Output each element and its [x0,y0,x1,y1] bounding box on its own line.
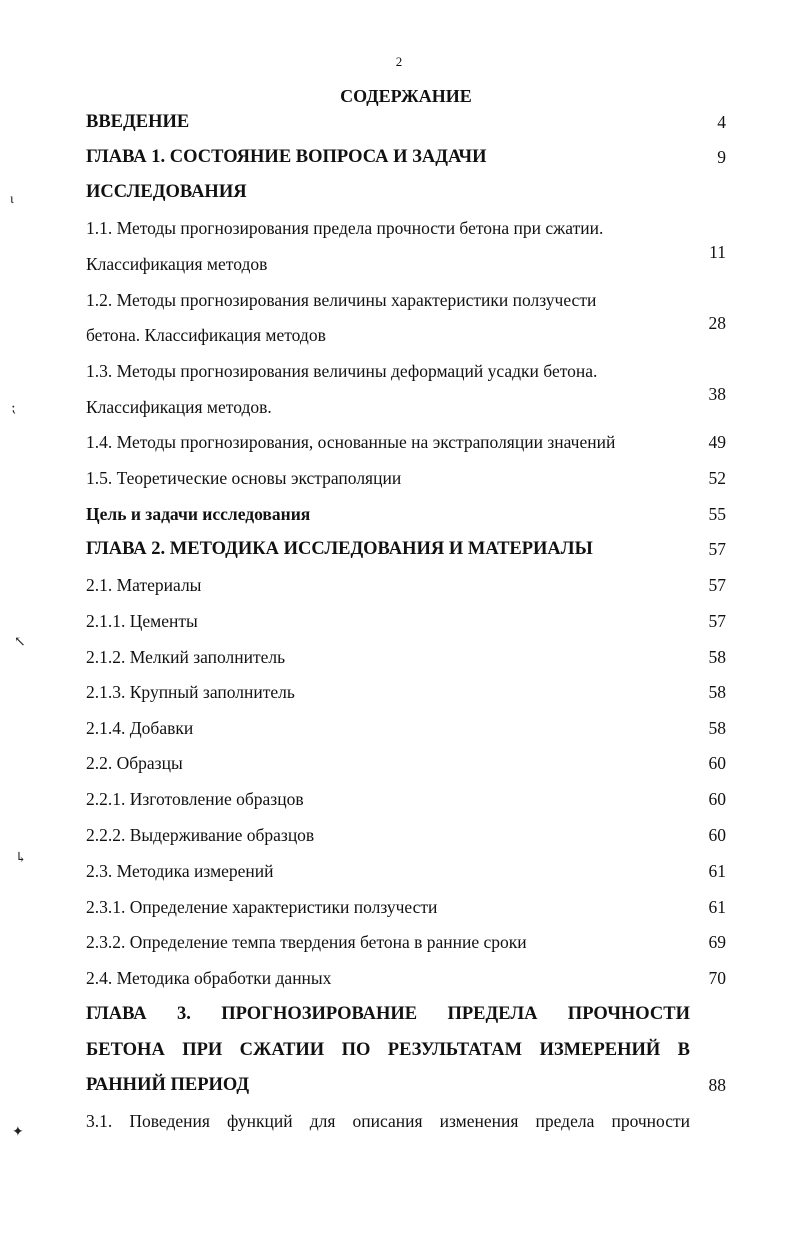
toc-entry-2-4: 2.4. Методика обработки данных [86,968,332,988]
toc-page-1-4: 49 [708,432,726,452]
toc-entry-2-3-2: 2.3.2. Определение темпа твердения бетона в ранние сроки [86,932,527,952]
scan-mark: ɩ [10,192,14,207]
toc-entry-chapter-3-cont: БЕТОНА ПРИ СЖАТИИ ПО РЕЗУЛЬТАТАМ ИЗМЕРЕНИЙ В [86,1040,690,1060]
toc-page-intro: 4 [717,112,726,132]
toc-entry-2-1-3: 2.1.3. Крупный заполнитель [86,682,295,702]
toc-entry-2-2-2: 2.2.2. Выдерживание образцов [86,825,315,845]
toc-entry-intro: ВВЕДЕНИЕ [86,112,190,132]
toc-entry-chapter-1: ГЛАВА 1. СОСТОЯНИЕ ВОПРОСА И ЗАДАЧИ [86,147,487,167]
page-number: 2 [395,54,403,69]
toc-page-2-2: 60 [708,753,726,773]
toc-entry-1-3-cont: Классификация методов. [86,397,272,417]
toc-page-2-3-1: 61 [708,897,726,917]
toc-entry-1-2-cont: бетона. Классификация методов [86,325,326,345]
toc-entry-1-1: 1.1. Методы прогнозирования предела прочности бетона при сжатии. [86,218,604,238]
toc-page-1-5: 52 [708,468,726,488]
toc-page-2-1: 57 [708,575,726,595]
toc-entry-1-2: 1.2. Методы прогнозирования величины характеристики ползучести [86,290,597,310]
toc-entry-1-3: 1.3. Методы прогнозирования величины деформаций усадки бетона. [86,361,598,381]
scan-mark: ↳ [15,851,27,866]
toc-entry-chapter-1-cont: ИССЛЕДОВАНИЯ [86,182,247,202]
scan-mark: ↖ [14,635,26,650]
toc-page-2-2-2: 60 [708,825,726,845]
toc-page-2-1-4: 58 [708,718,726,738]
toc-entry-2-2: 2.2. Образцы [86,753,183,773]
toc-page-2-2-1: 60 [708,789,726,809]
toc-page-2-1-3: 58 [708,682,726,702]
toc-page-2-4: 70 [708,968,726,988]
toc-entry-3-1: 3.1. Поведения функций для описания изменения предела прочности [86,1111,690,1131]
toc-entry-2-1-4: 2.1.4. Добавки [86,718,194,738]
toc-page-1-1: 11 [709,242,726,262]
toc-entry-1-1-cont: Классификация методов [86,254,268,274]
toc-page-chapter-2: 57 [708,539,726,559]
toc-page-goals: 55 [708,504,726,524]
toc-page-1-3: 38 [708,384,726,404]
scan-mark: ✦ [12,1125,24,1140]
toc-page-chapter-1: 9 [717,147,726,167]
page-title: СОДЕРЖАНИЕ [340,86,472,106]
toc-entry-1-4: 1.4. Методы прогнозирования, основанные на экстраполяции значений [86,432,616,452]
toc-page-2-1-2: 58 [708,647,726,667]
toc-entry-2-3-1: 2.3.1. Определение характеристики ползучести [86,897,438,917]
toc-page-1-2: 28 [708,313,726,333]
scan-mark: ⁏ [11,401,16,416]
toc-page-2-3-2: 69 [708,932,726,952]
toc-entry-2-3: 2.3. Методика измерений [86,861,274,881]
toc-entry-goals: Цель и задачи исследования [86,504,311,524]
toc-page-2-1-1: 57 [708,611,726,631]
toc-entry-2-1: 2.1. Материалы [86,575,202,595]
toc-entry-2-1-1: 2.1.1. Цементы [86,611,198,631]
toc-page-2-3: 61 [708,861,726,881]
toc-entry-2-1-2: 2.1.2. Мелкий заполнитель [86,647,286,667]
toc-entry-chapter-2: ГЛАВА 2. МЕТОДИКА ИССЛЕДОВАНИЯ И МАТЕРИАЛЫ [86,539,593,559]
toc-entry-chapter-3: ГЛАВА 3. ПРОГНОЗИРОВАНИЕ ПРЕДЕЛА ПРОЧНОСТИ [86,1004,690,1024]
toc-entry-1-5: 1.5. Теоретические основы экстраполяции [86,468,402,488]
toc-entry-chapter-3-cont2: РАННИЙ ПЕРИОД [86,1075,250,1095]
toc-entry-2-2-1: 2.2.1. Изготовление образцов [86,789,304,809]
toc-page-chapter-3: 88 [708,1075,726,1095]
